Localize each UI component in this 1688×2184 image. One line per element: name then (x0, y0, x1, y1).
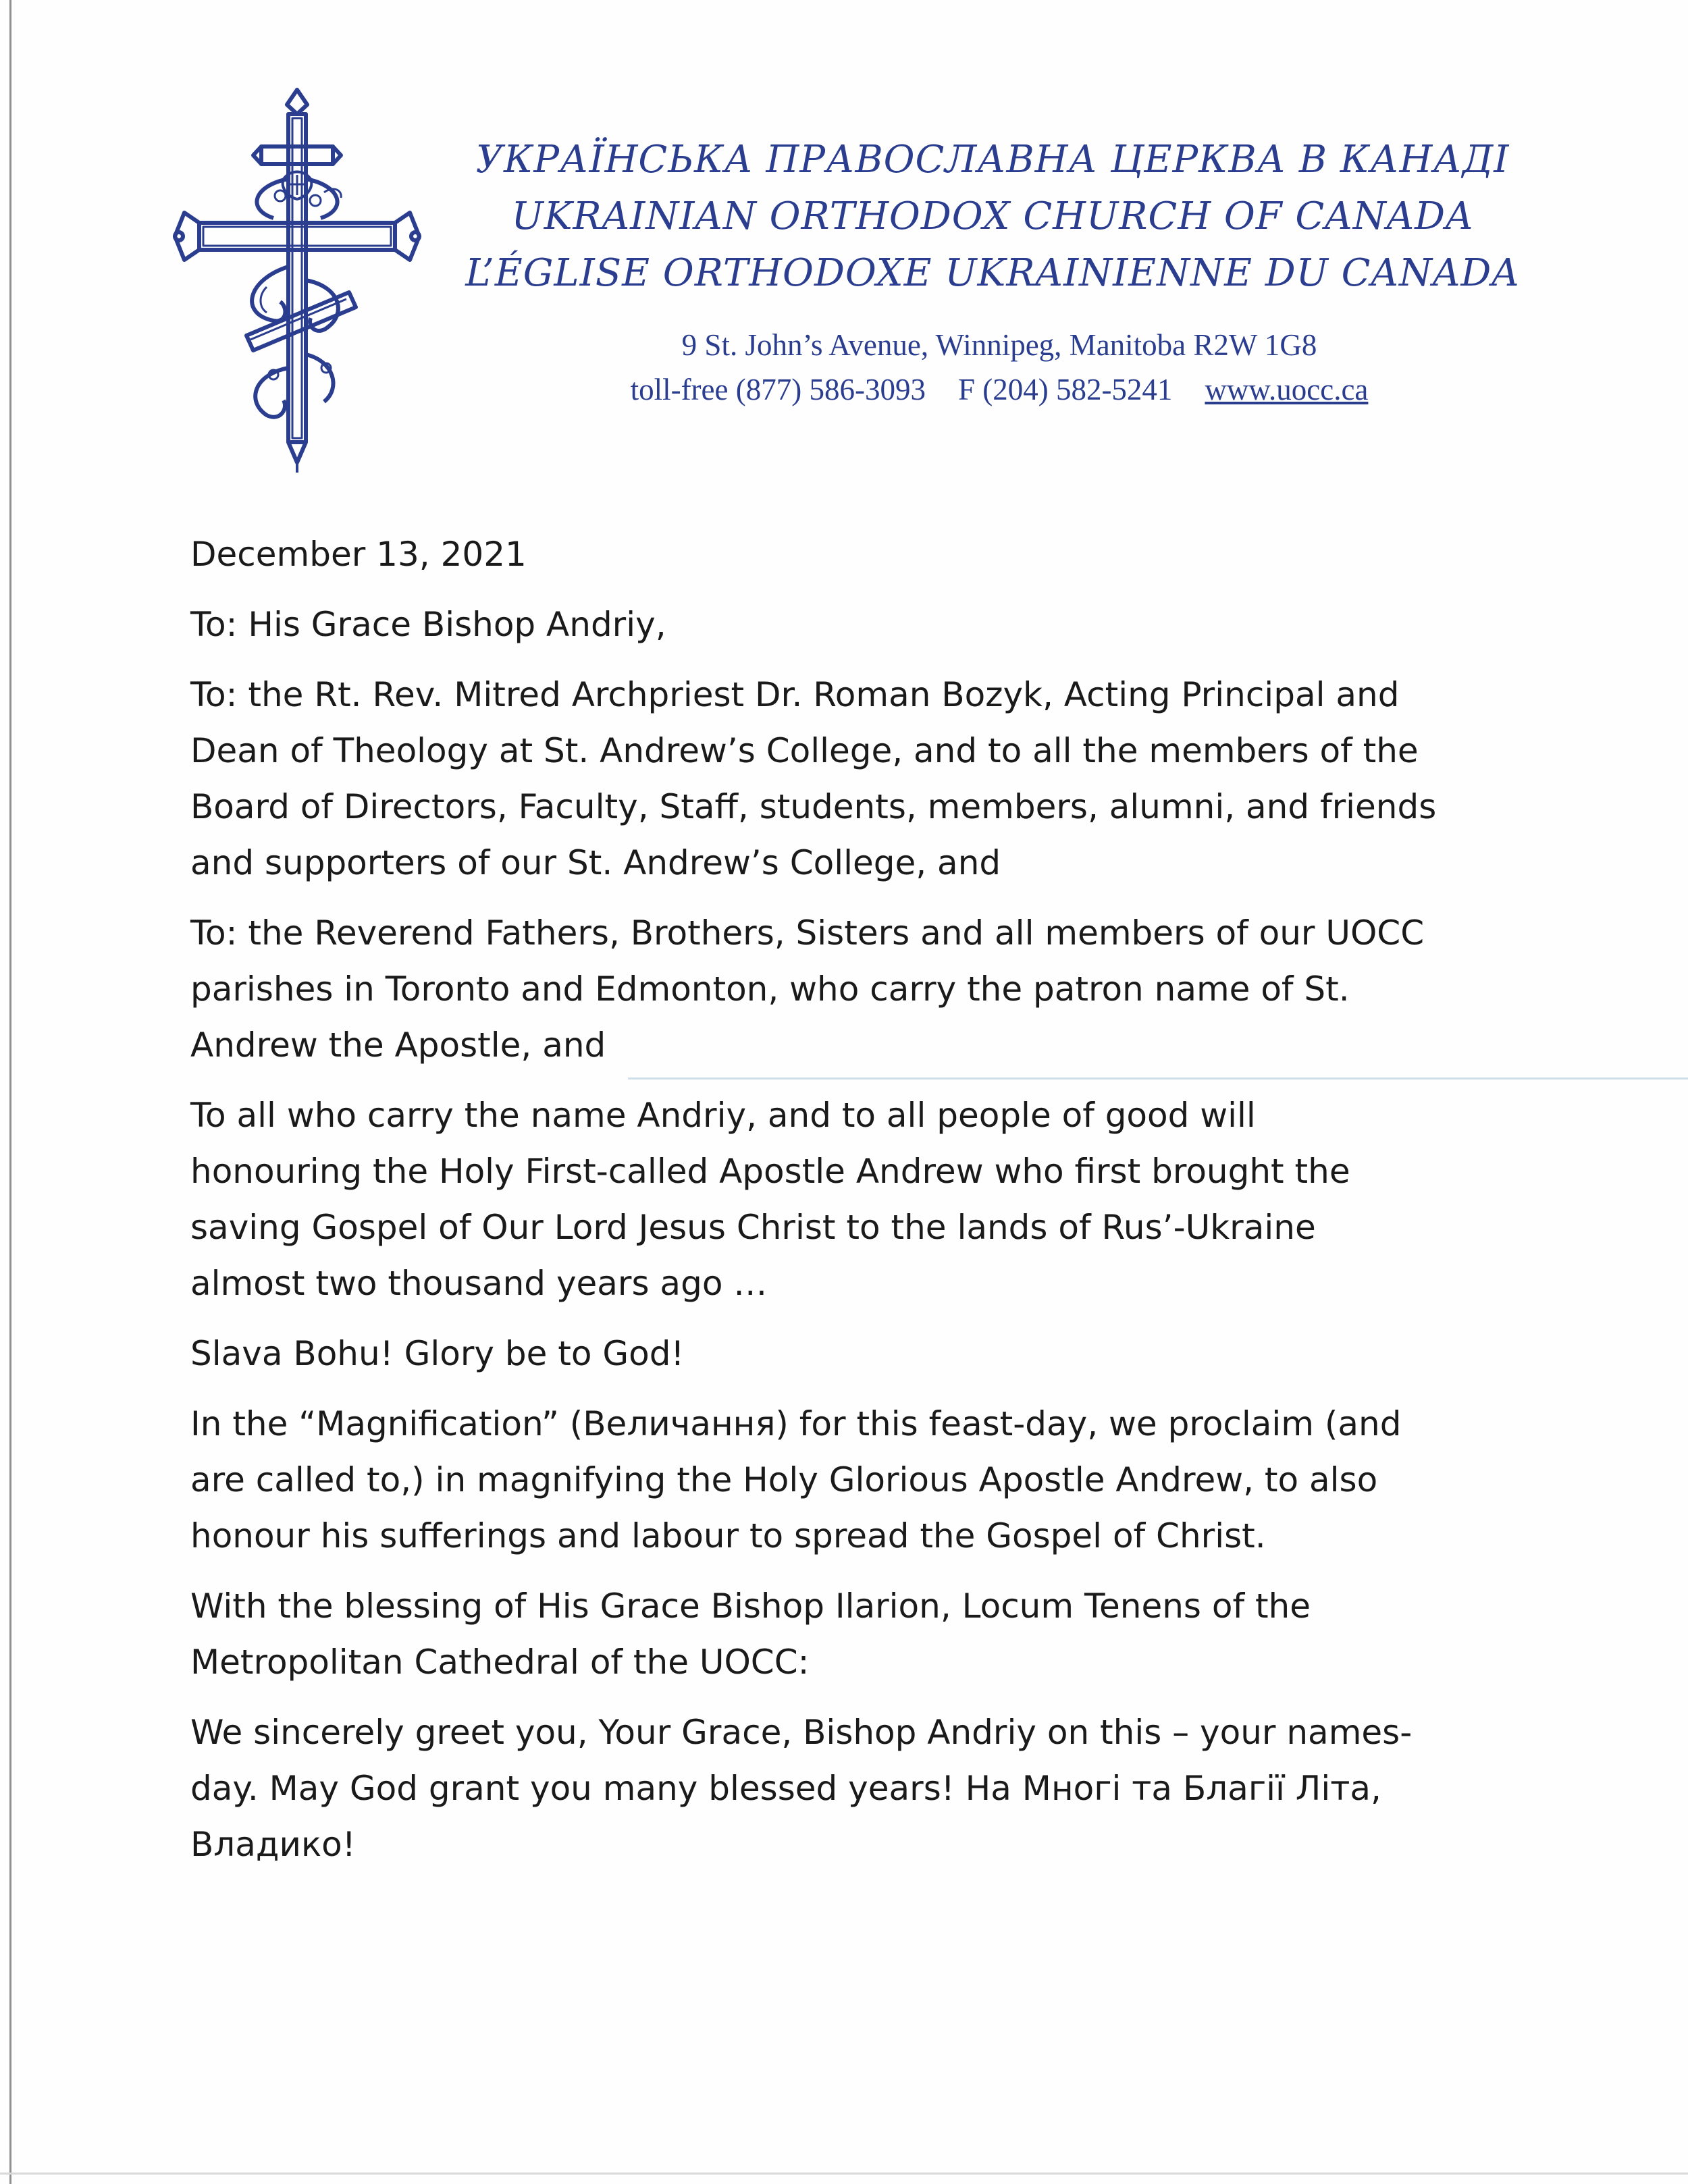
church-name-ukrainian: УКРАЇНСЬКА ПРАВОСЛАВНА ЦЕРКВА В КАНАДІ (475, 138, 1510, 182)
text-line: are called to,) in magnifying the Holy Glorious Apostle Andrew, to also (190, 1460, 1378, 1499)
text-line: Metropolitan Cathedral of the UOCC: (190, 1643, 810, 1682)
magnification-paragraph (190, 1396, 1500, 1564)
letterhead (446, 132, 1539, 302)
text-line: parishes in Toronto and Edmonton, who carry the patron name of St. (190, 969, 1350, 1009)
scan-edge-bottom (0, 2173, 1688, 2175)
orthodox-cross-logo (172, 84, 422, 476)
toll-free-phone: toll-free (877) 586-3093 (630, 373, 926, 406)
blessing-paragraph (190, 1578, 1500, 1690)
text-line: saving Gospel of Our Lord Jesus Christ to the lands of Rus’-Ukraine (190, 1208, 1316, 1247)
salutation-parishes (190, 905, 1500, 1073)
scan-edge (9, 0, 11, 2184)
text-line: Board of Directors, Faculty, Staff, students, members, alumni, and friends (190, 787, 1437, 826)
text-line: With the blessing of His Grace Bishop Ilarion, Locum Tenens of the (190, 1587, 1311, 1626)
text-line: Владико! (190, 1825, 356, 1864)
contact-block (554, 323, 1445, 412)
text-line: Andrew the Apostle, and (190, 1026, 606, 1065)
text-line: almost two thousand years ago … (190, 1264, 768, 1303)
text-line: We sincerely greet you, Your Grace, Bishop Andriy on this – your names- (190, 1713, 1413, 1752)
salutation-all-people (190, 1088, 1500, 1312)
text-line: honour his sufferings and labour to spread the Gospel of Christ. (190, 1516, 1266, 1555)
text-line: To: the Rt. Rev. Mitred Archpriest Dr. Roman Bozyk, Acting Principal and (190, 675, 1400, 714)
text-line: To: the Reverend Fathers, Brothers, Sisters and all members of our UOCC (190, 913, 1425, 953)
fax-number: F (204) 582-5241 (957, 373, 1173, 406)
church-name-english: UKRAINIAN ORTHODOX CHURCH OF CANADA (511, 194, 1474, 238)
text-line: Dean of Theology at St. Andrew’s College, and to all the members of the (190, 731, 1419, 770)
text-line: To all who carry the name Andriy, and to all people of good will (190, 1096, 1256, 1135)
text-line: honouring the Holy First-called Apostle Andrew who first brought the (190, 1152, 1350, 1191)
street-address: 9 St. John’s Avenue, Winnipeg, Manitoba R2W 1G8 (681, 328, 1317, 362)
letter-body (190, 527, 1500, 1887)
text-line: In the “Magnification” (Величання) for this feast-day, we proclaim (and (190, 1404, 1402, 1443)
text-line: and supporters of our St. Andrew’s College, and (190, 843, 1001, 882)
closing-paragraph (190, 1705, 1500, 1873)
salutation-college (190, 667, 1500, 891)
text-line: day. May God grant you many blessed years! На Многі та Благії Літа, (190, 1769, 1381, 1808)
salutation-bishop: To: His Grace Bishop Andriy, (190, 605, 666, 644)
phone-fax-web-line (554, 367, 1445, 412)
church-name-french: L’ÉGLISE ORTHODOXE UKRAINIENNE DU CANADA (465, 251, 1520, 295)
greeting: Slava Bohu! Glory be to God! (190, 1334, 685, 1373)
website-link[interactable]: www.uocc.ca (1205, 373, 1369, 406)
letter-date: December 13, 2021 (190, 535, 527, 574)
